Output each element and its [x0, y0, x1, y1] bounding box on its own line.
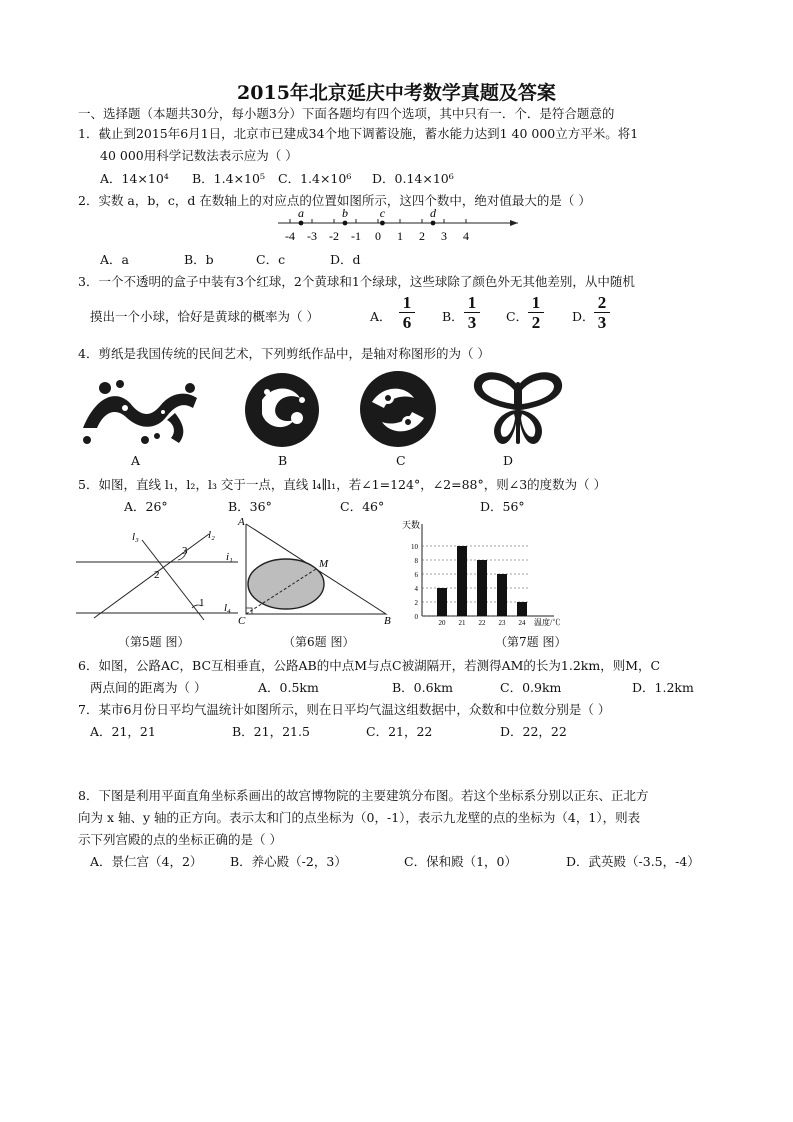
fraction: 2 3 [594, 294, 610, 331]
q4-text: 4．剪纸是我国传统的民间艺术，下列剪纸作品中，是轴对称图形的为（ ） [78, 346, 490, 361]
figure-5-lines [74, 522, 240, 622]
q7-option-d[interactable]: D．22，22 [500, 724, 567, 739]
caption-fig5: （第5题 图） [118, 635, 190, 649]
q7-text: 7．某市6月份日平均气温统计如图所示，则在日平均气温这组数据中，众数和中位数分别是（ ） [78, 702, 611, 717]
papercut-butterfly-image[interactable] [470, 366, 566, 452]
q6-option-d[interactable]: D．1.2km [632, 680, 694, 695]
q1-text: 1．截止到2015年6月1日，北京市已建成34个地下调蓄设施，蓄水能力达到1 40 000立方平米。将1 [78, 126, 639, 141]
q2-option-d[interactable]: D．d [330, 252, 361, 267]
q1-option-a[interactable]: A．14×10⁴ [100, 171, 169, 186]
q4-label-c: C [396, 453, 406, 468]
q8-option-b[interactable]: B．养心殿（-2，3） [230, 854, 347, 869]
caption-fig7: （第7题 图） [495, 635, 567, 649]
fraction: 1 2 [528, 294, 544, 331]
y-tick-label: 6 [414, 571, 418, 579]
q3-option-a[interactable]: A． [370, 309, 392, 324]
page-title: 2015年北京延庆中考数学真题及答案 [237, 82, 556, 104]
x-tick-label: 21 [458, 619, 466, 627]
x-tick-label: 24 [518, 619, 526, 627]
q7-option-c[interactable]: C．21，22 [366, 724, 433, 739]
y-tick-label: 4 [414, 585, 418, 593]
q6-text: 6．如图，公路AC，BC互相垂直，公路AB的中点M与点C被湖隔开，若测得AM的长为1.2km，则M，C [78, 658, 661, 673]
tick-label: 3 [441, 229, 447, 243]
y-tick-label: 10 [411, 543, 418, 551]
q3-option-b[interactable]: B． [442, 309, 464, 324]
q2-text: 2．实数 a，b，c，d 在数轴上的对应点的位置如图所示，这四个数中，绝对值最大的是（ ） [78, 193, 591, 208]
q4-label-a: A [131, 453, 141, 468]
q3-option-c[interactable]: C． [506, 309, 529, 324]
y-tick-label: 2 [414, 599, 418, 607]
point-c [380, 221, 385, 226]
x-tick-label: 23 [498, 619, 506, 627]
q1-option-d[interactable]: D．0.14×10⁶ [372, 171, 454, 186]
x-axis-label: 温度/℃ [534, 618, 561, 627]
fraction: 1 3 [464, 294, 480, 331]
vertex-a-label: A [238, 516, 245, 528]
x-tick-label: 22 [478, 619, 486, 627]
label-l4: l₄ [224, 602, 231, 614]
q6-option-a[interactable]: A．0.5km [258, 680, 319, 695]
y-axis-label: 天数 [402, 520, 421, 530]
q2-option-a[interactable]: A．a [100, 252, 129, 267]
vertex-c-label: C [238, 615, 246, 627]
q1-option-c[interactable]: C．1.4×10⁶ [278, 171, 352, 186]
q3-text: 3．一个不透明的盒子中装有3个红球，2个黄球和1个绿球，这些球除了颜色外无其他差别，从中随机 [78, 274, 635, 289]
q5-option-b[interactable]: B．36° [228, 499, 272, 514]
label-l3: l₃ [132, 531, 139, 543]
midpoint-m-label: M [319, 558, 329, 570]
vertex-b-label: B [384, 615, 391, 627]
bar-22 [477, 560, 487, 616]
tick-label: -1 [351, 229, 361, 243]
x-tick-label: 20 [438, 619, 446, 627]
tick-label: -4 [285, 229, 295, 243]
bar-23 [497, 574, 507, 616]
angle-1-label: 1 [199, 597, 205, 609]
label-l2: l₂ [208, 529, 215, 541]
point-label-b: b [342, 206, 348, 220]
tick-label: -3 [307, 229, 317, 243]
q7-option-a[interactable]: A．21，21 [90, 724, 156, 739]
tick-label: -2 [329, 229, 339, 243]
q4-label-d: D [503, 453, 514, 468]
figure-7-bar-chart [396, 518, 564, 628]
papercut-dragon-image[interactable] [75, 368, 205, 448]
q4-label-b: B [278, 453, 288, 468]
q1-option-b[interactable]: B．1.4×10⁵ [192, 171, 265, 186]
q8-option-a[interactable]: A．景仁宫（4，2） [90, 854, 203, 869]
figure-6-triangle [236, 516, 396, 628]
q8-option-c[interactable]: C．保和殿（1，0） [404, 854, 517, 869]
q2-option-b[interactable]: B．b [184, 252, 214, 267]
q3-option-d[interactable]: D． [572, 309, 595, 324]
q8-text-cont: 向为 x 轴、y 轴的正方向。表示太和门的点坐标为（0，-1），表示九龙壁的点的坐标为（4，1），则表 [78, 810, 641, 825]
point-d [431, 221, 436, 226]
y-tick-label: 0 [414, 613, 418, 621]
point-label-d: d [430, 206, 436, 220]
caption-fig6: （第6题 图） [283, 635, 355, 649]
label-l1: i₁ [226, 551, 233, 563]
q2-option-c[interactable]: C．c [256, 252, 286, 267]
q3-text-cont: 摸出一个小球，恰好是黄球的概率为（ ） [90, 309, 319, 324]
y-tick-label: 8 [414, 557, 418, 565]
tick-label: 1 [397, 229, 403, 243]
q8-text-cont2: 示下列宫殿的点的坐标正确的是（ ） [78, 832, 282, 847]
papercut-fish-image[interactable] [358, 368, 438, 450]
q5-option-d[interactable]: D．56° [480, 499, 525, 514]
papercut-round-image[interactable] [242, 370, 322, 450]
tick-label: 4 [463, 229, 469, 243]
angle-2-label: 2 [154, 569, 160, 581]
bar-20 [437, 588, 447, 616]
point-b [343, 221, 348, 226]
number-line-figure [270, 205, 530, 247]
tick-label: 0 [375, 229, 381, 243]
fraction: 1 6 [399, 294, 415, 331]
point-a [299, 221, 304, 226]
tick-label: 2 [419, 229, 425, 243]
q6-option-c[interactable]: C．0.9km [500, 680, 562, 695]
angle-3-label: 3 [182, 545, 188, 557]
q5-option-a[interactable]: A．26° [124, 499, 168, 514]
bar-21 [457, 546, 467, 616]
q7-option-b[interactable]: B．21，21.5 [232, 724, 310, 739]
q8-text: 8．下图是利用平面直角坐标系画出的故宫博物院的主要建筑分布图。若这个坐标系分别以正东、正北方 [78, 788, 649, 803]
point-label-a: a [298, 206, 304, 220]
section-heading: 一、选择题（本题共30分，每小题3分）下面各题均有四个选项，其中只有一．个．是符合题意的 [78, 106, 615, 121]
q1-text-cont: 40 000用科学记数法表示应为（ ） [100, 148, 298, 163]
q5-option-c[interactable]: C．46° [340, 499, 385, 514]
q8-option-d[interactable]: D．武英殿（-3.5，-4） [566, 854, 700, 869]
q5-text: 5．如图，直线 l₁，l₂，l₃ 交于一点，直线 l₄∥l₁，若∠1=124°，∠2=88°，则∠3的度数为（ ） [78, 477, 607, 492]
q6-text-cont: 两点间的距离为（ ） [90, 680, 207, 695]
bar-24 [517, 602, 527, 616]
q6-option-b[interactable]: B．0.6km [392, 680, 453, 695]
point-label-c: c [379, 206, 386, 220]
axis-arrow [510, 220, 518, 226]
